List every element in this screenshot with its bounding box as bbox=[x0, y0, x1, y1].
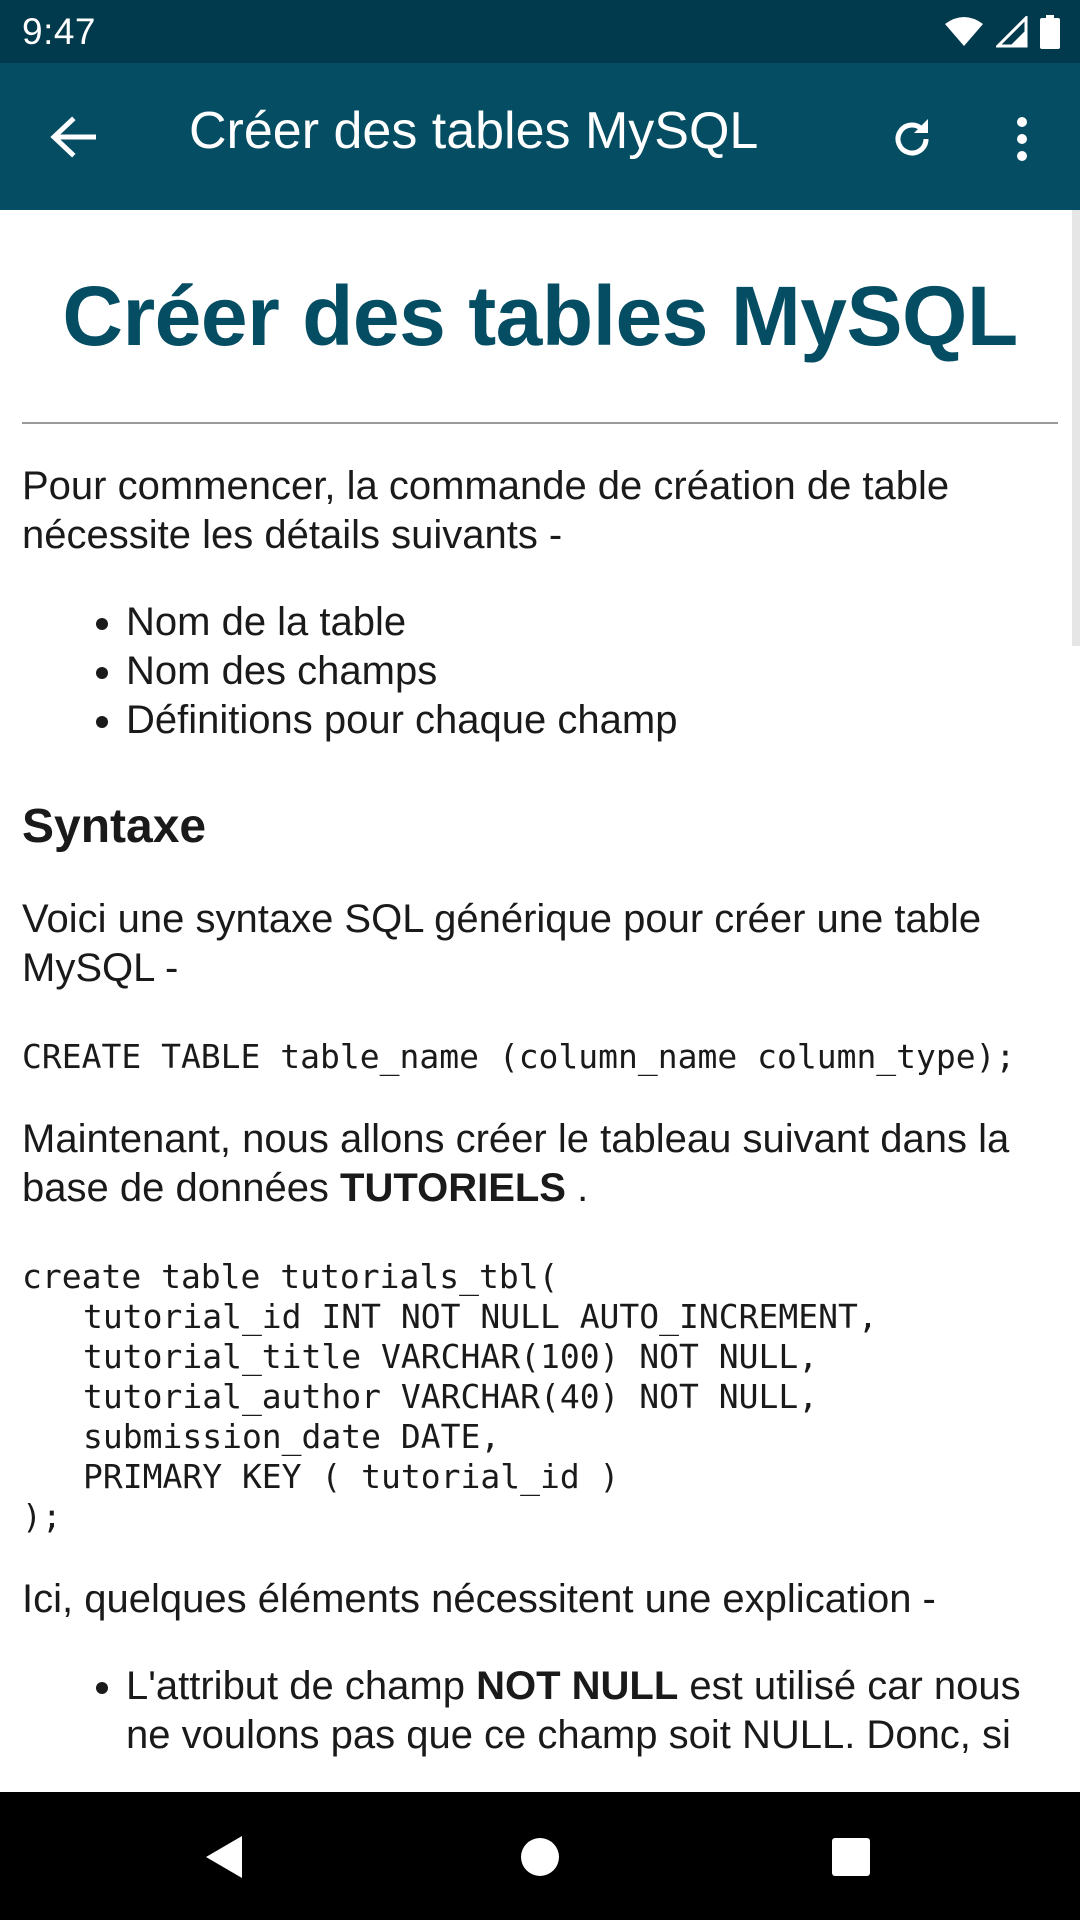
arrow-back-icon bbox=[50, 116, 96, 158]
database-name: TUTORIELS bbox=[340, 1166, 566, 1210]
intro-paragraph: Pour commencer, la commande de création de table nécessite les détails suivants - bbox=[22, 464, 950, 557]
app-bar-title: Créer des tables MySQL bbox=[189, 102, 759, 160]
syntax-code-block bbox=[22, 1037, 1058, 1077]
home-circle-icon bbox=[519, 1836, 561, 1878]
list-item bbox=[126, 1662, 1058, 1760]
requirements-list bbox=[22, 598, 1058, 745]
article-title: Créer des tables MySQL bbox=[62, 269, 1018, 363]
overflow-menu-button[interactable] bbox=[998, 109, 1046, 169]
more-vert-icon bbox=[1015, 116, 1029, 162]
code-line: tutorial_id INT NOT NULL AUTO_INCREMENT, bbox=[83, 1297, 878, 1336]
example-intro-end: . bbox=[565, 1166, 589, 1210]
nav-back-button[interactable] bbox=[199, 1832, 249, 1882]
list-item: • Définitions pour chaque champ bbox=[126, 696, 1058, 745]
refresh-button[interactable] bbox=[882, 109, 942, 169]
battery-icon bbox=[1040, 15, 1060, 49]
back-triangle-icon bbox=[204, 1834, 244, 1880]
recents-square-icon bbox=[830, 1836, 872, 1878]
article-webview[interactable] bbox=[0, 210, 1080, 1792]
explanation-text-rest: est utilisé car nous ne voulons pas que ce champ soit NULL. Donc, si bbox=[126, 1664, 1021, 1757]
code-line: tutorial_title VARCHAR(100) NOT NULL, bbox=[83, 1337, 819, 1376]
status-icons bbox=[944, 15, 1060, 49]
code-line: submission_date DATE, bbox=[83, 1417, 501, 1456]
wifi-icon bbox=[944, 16, 984, 48]
signal-icon bbox=[996, 16, 1028, 48]
status-bar bbox=[0, 0, 1080, 63]
explanation-list bbox=[22, 1662, 1058, 1760]
code-line: PRIMARY KEY ( tutorial_id ) bbox=[83, 1457, 620, 1496]
nav-home-button[interactable] bbox=[515, 1832, 565, 1882]
code-line: ); bbox=[22, 1497, 62, 1536]
code-line: tutorial_author VARCHAR(40) NOT NULL, bbox=[83, 1377, 819, 1416]
not-null-keyword: NOT NULL bbox=[476, 1664, 679, 1708]
navigation-bar bbox=[0, 1792, 1080, 1920]
list-item: • Nom des champs bbox=[126, 647, 1058, 696]
list-item: • Nom de la table bbox=[126, 598, 1058, 647]
syntax-heading: Syntaxe bbox=[22, 800, 207, 853]
app-bar bbox=[0, 63, 1080, 210]
explanation-intro-paragraph: Ici, quelques éléments nécessitent une explication - bbox=[22, 1577, 936, 1621]
code-line: CREATE TABLE table_name (column_name column_type); bbox=[22, 1037, 1016, 1076]
back-button[interactable] bbox=[42, 111, 104, 163]
create-table-code-block bbox=[22, 1257, 1058, 1537]
nav-recents-button[interactable] bbox=[826, 1832, 876, 1882]
example-intro-text: Maintenant, nous allons créer le tableau suivant dans la base de données bbox=[22, 1117, 1010, 1210]
refresh-icon bbox=[888, 115, 936, 163]
scrollbar[interactable] bbox=[1072, 210, 1080, 646]
title-divider bbox=[22, 422, 1058, 424]
example-intro-paragraph bbox=[22, 1115, 1058, 1213]
status-time: 9:47 bbox=[22, 10, 97, 52]
syntax-intro-paragraph: Voici une syntaxe SQL générique pour créer une table MySQL - bbox=[22, 897, 982, 990]
explanation-text: L'attribut de champ bbox=[126, 1664, 477, 1708]
code-line: create table tutorials_tbl( bbox=[22, 1257, 559, 1296]
